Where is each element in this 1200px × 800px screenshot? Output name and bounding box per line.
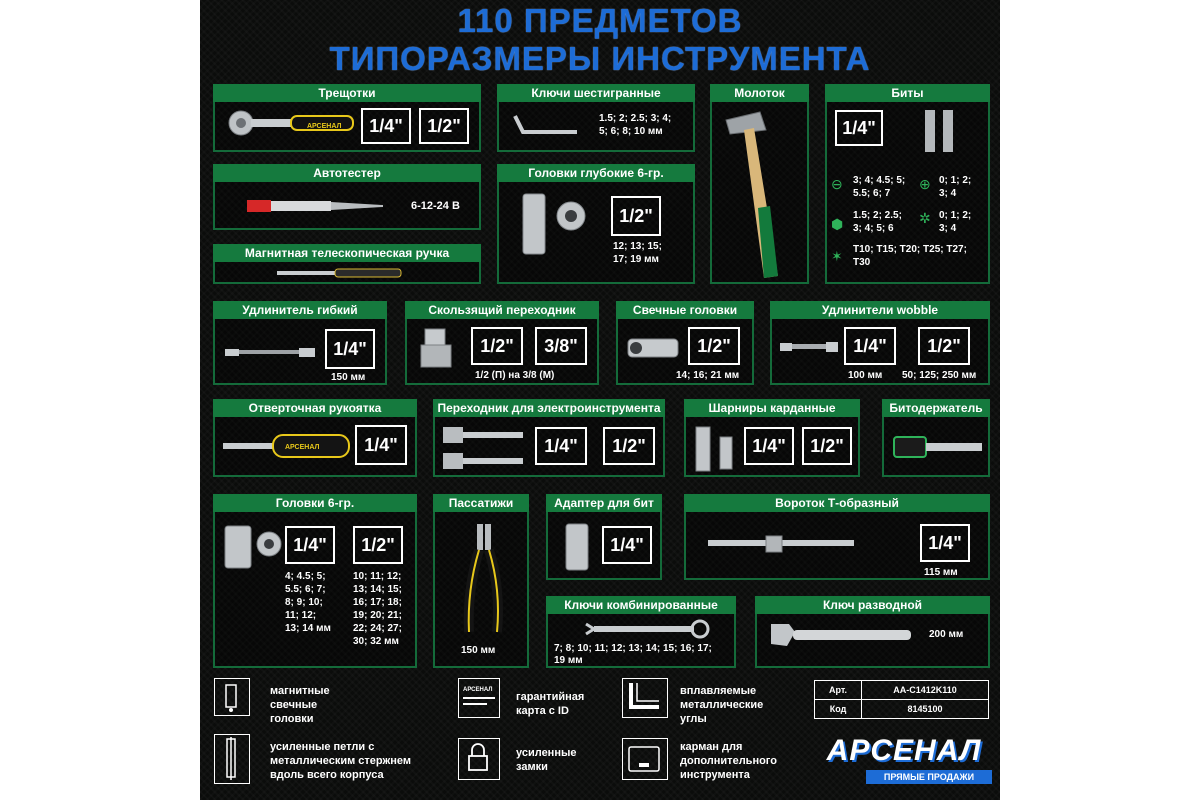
size-badge: 1/2" — [802, 427, 852, 465]
t-handle-length: 115 мм — [924, 567, 958, 578]
panel-hammer — [710, 84, 809, 284]
panel-title: Адаптер для бит — [546, 494, 662, 512]
panel-title: Трещотки — [213, 84, 481, 102]
panel-magnetic-handle — [213, 244, 481, 284]
size-badge: 1/2" — [419, 108, 469, 144]
socket-icon — [219, 520, 285, 576]
size-badge: 1/4" — [355, 425, 407, 465]
bits-torx-1: T10; T15; T20; T25; T27; — [853, 244, 967, 255]
panel-adjustable-wrench — [755, 596, 990, 668]
size-badge: 1/4" — [535, 427, 587, 465]
size-badge: 1/4" — [361, 108, 411, 144]
feature-warranty: гарантийная карта с ID — [516, 691, 585, 717]
bit-adapter-icon — [558, 520, 598, 576]
hinge-icon — [214, 734, 250, 784]
combination-wrench-icon — [582, 618, 712, 640]
panel-title: Ключи шестигранные — [497, 84, 695, 102]
panel-bit-adapter — [546, 494, 662, 580]
panel-title: Головки глубокие 6-гр. — [497, 164, 695, 182]
hammer-icon — [720, 108, 802, 280]
wobble-length-2: 50; 125; 250 мм — [902, 370, 977, 381]
handle-brand: АРСЕНАЛ — [285, 444, 320, 451]
panel-deep-sockets — [497, 164, 695, 284]
panel-combo-wrenches — [546, 596, 736, 668]
adjustable-length: 200 мм — [929, 629, 964, 640]
product-infographic — [200, 0, 1000, 800]
slotted-icon: ⊖ — [831, 176, 843, 192]
panel-title: Ключ разводной — [755, 596, 990, 614]
t-handle-icon — [706, 534, 856, 554]
magnet-icon — [214, 678, 250, 716]
panel-hex-keys — [497, 84, 695, 152]
size-badge: 1/2" — [603, 427, 655, 465]
bits-hex-1: 1.5; 2; 2.5; — [853, 210, 902, 221]
panel-title: Шарниры карданные — [684, 399, 860, 417]
deep-sizes-2: 17; 19 мм — [613, 254, 659, 265]
headline-subtitle: ТИПОРАЗМЕРЫ ИНСТРУМЕНТА — [329, 40, 871, 77]
panel-title: Головки 6-гр. — [213, 494, 417, 512]
torx-icon: ✶ — [831, 248, 843, 264]
panel-t-handle — [684, 494, 990, 580]
feature-locks: усиленные замки — [516, 747, 577, 773]
feature-hinges: усиленные петли с металлическим стержнем вдоль всего корпуса — [270, 741, 412, 781]
lock-icon — [458, 738, 500, 780]
panel-title: Битодержатель — [882, 399, 990, 417]
flex-extension-icon — [223, 345, 319, 359]
size-badge: 1/2" — [688, 327, 740, 365]
size-badge: 1/4" — [325, 329, 375, 369]
panel-title: Магнитная телескопическая ручка — [213, 244, 481, 262]
size-badge: 1/4" — [602, 526, 652, 564]
size-badge: 1/2" — [611, 196, 661, 236]
panel-power-adapter — [433, 399, 665, 477]
panel-ratchets — [213, 84, 481, 152]
headline-count: 110 ПРЕДМЕТОВ — [457, 2, 743, 39]
universal-joint-icon — [690, 423, 744, 475]
panel-title: Удлинители wobble — [770, 301, 990, 319]
sockets-1-4-sizes: 4; 4.5; 5; 5.5; 6; 7; 8; 9; 10; 11; 12; 13; 14 мм — [285, 571, 331, 634]
wobble-extension-icon — [778, 339, 840, 355]
phillips-icon: ⊕ — [919, 176, 931, 192]
feature-magnetic: магнитные свечные головки — [270, 685, 330, 725]
panel-title: Ключи комбинированные — [546, 596, 736, 614]
ratchet-brand: АРСЕНАЛ — [307, 123, 342, 130]
adjustable-wrench-icon — [765, 618, 915, 652]
flex-length: 150 мм — [331, 372, 366, 383]
panel-title: Биты — [825, 84, 990, 102]
hex-bit-icon: ⬢ — [831, 216, 844, 232]
code-label: Код — [814, 699, 862, 719]
panel-title: Свечные головки — [616, 301, 754, 319]
deep-socket-icon — [513, 190, 589, 260]
size-badge: 1/4" — [835, 110, 883, 146]
pocket-icon — [622, 738, 668, 780]
code-value: 8145100 — [861, 699, 989, 719]
feature-pocket: карман для дополнительного инструмента — [680, 741, 777, 781]
bits-pz-2: 3; 4 — [939, 223, 957, 234]
panel-sockets-6pt — [213, 494, 417, 668]
power-adapter-icon — [439, 423, 529, 475]
logo-name: АРСЕНАЛ — [826, 734, 982, 767]
sockets-1-2-sizes: 10; 11; 12; 13; 14; 15; 16; 17; 18; 19; 20; 21; 22; 24; 27; 30; 32 мм — [353, 571, 402, 647]
bits-ph-1: 0; 1; 2; — [939, 175, 972, 186]
sliding-adapter-icon — [417, 325, 457, 375]
size-badge: 1/4" — [844, 327, 896, 365]
id-card-icon: АРСЕНАЛ — [458, 678, 500, 718]
panel-spark-sockets — [616, 301, 754, 385]
size-badge: 1/2" — [353, 526, 403, 564]
size-badge: 1/4" — [920, 524, 970, 562]
logo-tagline: ПРЯМЫЕ ПРОДАЖИ — [866, 770, 992, 784]
combo-sizes-2: 19 мм — [554, 655, 583, 666]
panel-title: Удлинитель гибкий — [213, 301, 387, 319]
panel-autotester — [213, 164, 481, 230]
bits-hex-2: 3; 4; 5; 6 — [853, 223, 894, 234]
panel-title: Молоток — [710, 84, 809, 102]
pliers-length: 150 мм — [461, 645, 496, 656]
pliers-icon — [453, 520, 513, 638]
bits-slotted-2: 5.5; 6; 7 — [853, 188, 891, 199]
panel-title: Скользящий переходник — [405, 301, 599, 319]
hex-key-icon — [511, 112, 581, 138]
brand-logo — [816, 734, 992, 786]
panel-screwdriver-handle — [213, 399, 417, 477]
panel-title: Переходник для электроинструмента — [433, 399, 665, 417]
bits-icon — [921, 106, 961, 156]
art-value: AA-C1412K110 — [861, 680, 989, 700]
hex-sizes-line2: 5; 6; 8; 10 мм — [599, 126, 663, 137]
bit-holder-icon — [890, 433, 986, 463]
tester-icon — [245, 196, 385, 216]
adapter-note: 1/2 (П) на 3/8 (М) — [475, 370, 555, 381]
art-label: Арт. — [814, 680, 862, 700]
panel-title: Отверточная рукоятка — [213, 399, 417, 417]
size-badge: 1/4" — [285, 526, 335, 564]
size-badge: 1/4" — [744, 427, 794, 465]
size-badge: 3/8" — [535, 327, 587, 365]
panel-title: Вороток Т-образный — [684, 494, 990, 512]
bits-ph-2: 3; 4 — [939, 188, 957, 199]
deep-sizes-1: 12; 13; 15; — [613, 241, 662, 252]
spark-socket-icon — [624, 333, 686, 363]
tester-voltage: 6-12-24 В — [411, 200, 460, 212]
feature-corners: вплавляемые металлические углы — [680, 685, 764, 725]
telescopic-magnet-icon — [275, 266, 405, 280]
spark-sizes: 14; 16; 21 мм — [676, 370, 740, 381]
bits-torx-2: T30 — [853, 257, 871, 268]
wobble-length-1: 100 мм — [848, 370, 883, 381]
size-badge: 1/2" — [918, 327, 970, 365]
panel-bits — [825, 84, 990, 284]
bits-slotted-1: 3; 4; 4.5; 5; — [853, 175, 906, 186]
combo-sizes-1: 7; 8; 10; 11; 12; 13; 14; 15; 16; 17; — [554, 643, 712, 654]
bits-pz-1: 0; 1; 2; — [939, 210, 972, 221]
panel-wobble — [770, 301, 990, 385]
panel-title: Пассатижи — [433, 494, 529, 512]
panel-bit-holder — [882, 399, 990, 477]
panel-u-joints — [684, 399, 860, 477]
size-badge: 1/2" — [471, 327, 523, 365]
corner-icon — [622, 678, 668, 718]
panel-sliding-adapter — [405, 301, 599, 385]
panel-flex-extension — [213, 301, 387, 385]
panel-pliers — [433, 494, 529, 668]
panel-title: Автотестер — [213, 164, 481, 182]
pozidriv-icon: ✲ — [919, 210, 931, 226]
hex-sizes-line1: 1.5; 2; 2.5; 3; 4; — [599, 113, 672, 124]
